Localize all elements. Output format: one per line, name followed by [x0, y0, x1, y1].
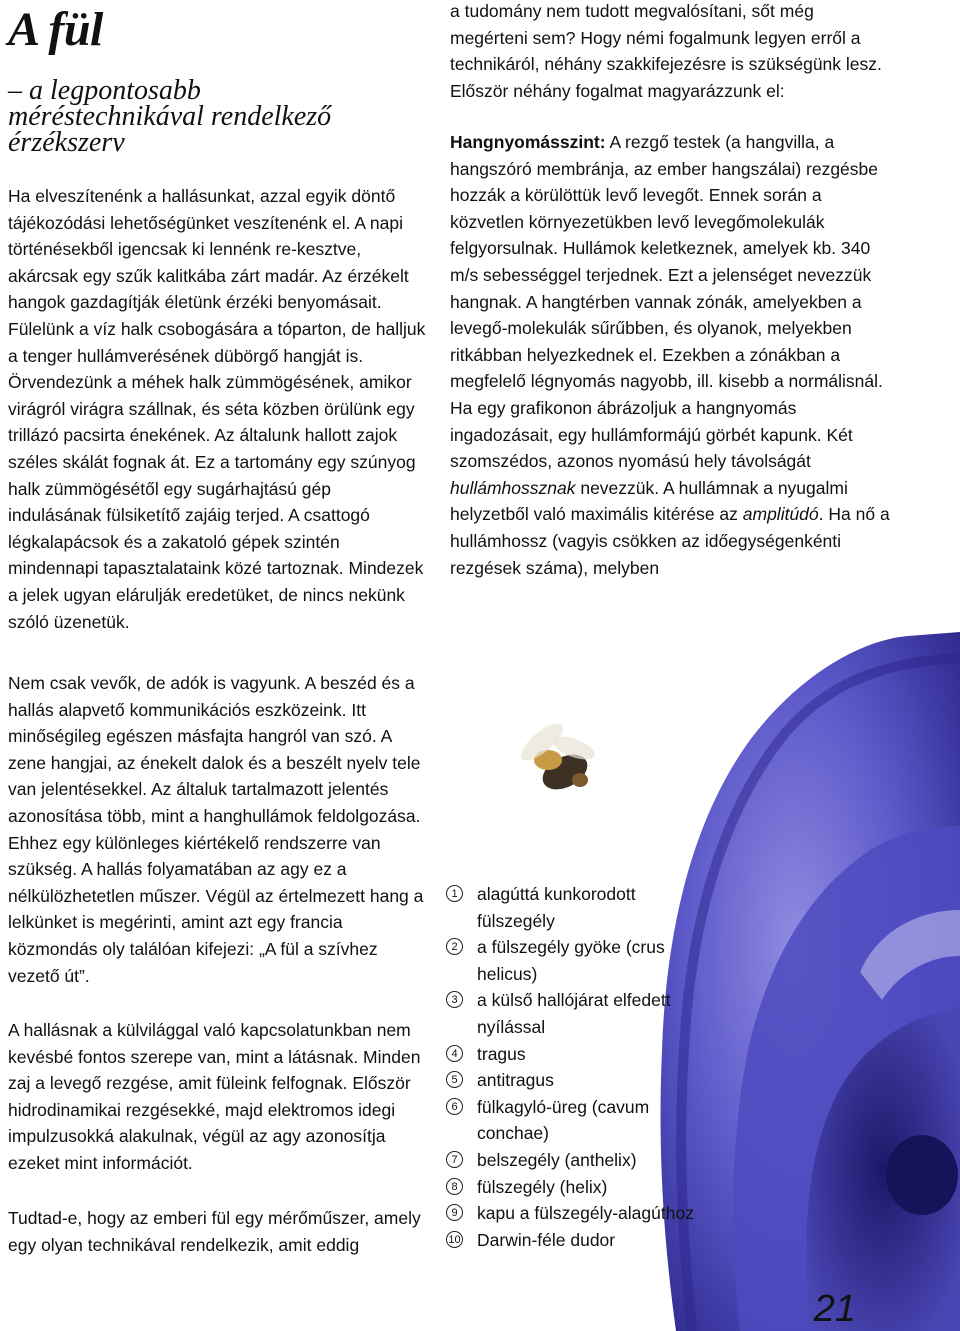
definition-text: nevezzük. A hullámnak a nyugalmi helyzetből való maximális kitérése az [450, 477, 848, 525]
legend-item [446, 1041, 696, 1068]
paragraph-text: a tudomány nem tudott megvalósítani, sőt még megérteni sem? Hogy némi fogalmunk legyen erről a technikáról, néhány szakkifejezésre is szükségünk lesz. Először néhány fogalmat magyarázzunk el: [450, 1, 882, 101]
page-number: 21 [813, 1288, 856, 1330]
legend-item [446, 1147, 696, 1174]
paragraph-text: A hallásnak a külvilággal való kapcsolatunkban nem kevésbé fontos szerepe van, mint a látásnak. Minden zaj a levegő rezgése, amit füleink felfognak. Először hidrodinamikai rezgésekké, majd elektromos idegi impulzusokká alakulnak, végül az agy azonosítja ezeket mint információt. [8, 1020, 421, 1173]
legend-item [446, 1200, 696, 1227]
legend-text: fülkagyló-üreg (cavum conchae) [477, 1096, 650, 1144]
legend-text: kapu a fülszegély-alagúthoz [477, 1203, 694, 1224]
ear-number-markers [650, 634, 676, 856]
definition-text: A rezgő testek (a hangvilla, a hangszóró membránja, az ember hangszálai) rezgésbe hozzák a körülöttük levő levegőt. Ennek során a közvetlen környezetükben levő levegőmolekulák felgyorsulnak. Hullámok keletkeznek, amelyek kb. 340 m/s sebességgel terjednek. Ezt a jelenséget nevezzük hangnak. A hangtérben vannak zónák, amelyekben a levegő-molekulák sűrűbben, és olyanok, melyekben ritkábban helyezkednek el. Ezekben a zónákban a megfelelő légnyomás nagyobb, ill. kisebb a normálisnál. Ha egy grafikonon ábrázoljuk a hangnyomás ingadozásait, egy hullámformájú görbét kapunk. Két szomszédos, azonos nyomású hely távolságát [450, 132, 883, 472]
legend-number-badge: 4 [446, 1045, 463, 1062]
emphasis-wavelength: hullámhossznak [450, 477, 576, 498]
ear-canal [886, 1135, 958, 1215]
hearing-paragraph [8, 1017, 426, 1177]
legend-text: belszegély (anthelix) [477, 1149, 637, 1170]
page-title: A fül [8, 3, 103, 56]
legend-number-badge: 3 [446, 991, 463, 1008]
legend-number-badge: 2 [446, 938, 463, 955]
legend-number-badge: 6 [446, 1098, 463, 1115]
legend-text: antitragus [477, 1070, 554, 1091]
legend-text: a külső hallójárat elfedett nyílással [477, 990, 671, 1037]
legend-text: tragus [477, 1043, 526, 1064]
legend-number-badge: 9 [446, 1204, 463, 1221]
legend-item [446, 881, 696, 934]
legend-number-badge: 5 [446, 1071, 463, 1088]
legend-text: fülszegély (helix) [477, 1176, 608, 1197]
legend-number-badge: 1 [446, 885, 463, 902]
intro-paragraph [8, 183, 426, 635]
legend-number-badge: 10 [446, 1231, 463, 1248]
legend-item [446, 934, 696, 987]
legend-item [446, 1227, 696, 1254]
ear-parts-legend [446, 881, 696, 1253]
emphasis-amplitude: amplitúdó [742, 504, 819, 525]
bee-image [516, 718, 598, 797]
continuation-paragraph [450, 0, 890, 104]
legend-item [446, 1094, 696, 1147]
legend-text: alagúttá kunkorodott fülszegély [477, 884, 636, 931]
definition-paragraph [450, 129, 890, 581]
page-subtitle: – a legpontosabb méréstechnikával rendelkező érzékszerv [8, 75, 332, 158]
paragraph-text: Nem csak vevők, de adók is vagyunk. A beszéd és a hallás alapvető kommunikációs eszközeink. Itt minőségileg egészen másfajta hangról van szó. A zene hangjai, az énekelt dalok és a beszélt nyelv tele van jelentésekkel. Az általuk tartalmazott jelentés azonosítása több, mint a hanghullámok feldolgozása. Ehhez egy különleges kiértékelő rendszerre van szükség. A hallás folyamatában az agy ez a nélkülözhetetlen műszer. Végül az értelmezett hang a lelkünket is megérinti, amint azt egy francia közmondás oly találóan kifejezi: „A fül a szívhez vezető út”. [8, 673, 424, 986]
legend-item [446, 1067, 696, 1094]
legend-item [446, 1174, 696, 1201]
definition-text: . Ha nő a hullámhossz (vagyis csökken az időegységenkénti rezgések száma), melyben [450, 504, 890, 578]
legend-item [446, 987, 696, 1040]
legend-text: a fülszegély gyöke (crus helicus) [477, 937, 665, 984]
question-paragraph [8, 1205, 426, 1258]
communication-paragraph [8, 670, 426, 989]
paragraph-text: Ha elveszítenénk a hallásunkat, azzal egyik döntő tájékozódási lehetőségünket veszítenénk el. A napi történésekből igencsak ki lennénk re-kesztve, akárcsak egy szűk kalitkába zárt madár. Az érzékelt hangok gazdagítják életünk érzéki benyomásait. Fülelünk a víz halk csobogására a tóparton, de halljuk a tenger hullámverésének dübörgő hangját is. Örvendezünk a méhek halk zümmögésének, amikor virágról virágra szállnak, és séta közben örülünk egy trillázó pacsirta énekének. Az általunk hallott zajok széles skálát fognak át. Ez a tartomány egy szúnyog halk zümmögésétől egy sugárhajtású gép indulásának fülsiketítő zajáig terjed. A csattogó légkalapácsok és a zakatoló gépek szintén mindennapi tapasztalataink közé tartoznak. Mindezek a jelek ugyan elárulják eredetüket, de nincs nekünk szóló üzenetük. [8, 186, 426, 632]
paragraph-text: Tudtad-e, hogy az emberi fül egy mérőműszer, amely egy olyan technikával rendelkezik, amit eddig [8, 1208, 421, 1255]
term-label: Hangnyomásszint: [450, 132, 606, 152]
legend-number-badge: 7 [446, 1151, 463, 1168]
legend-number-badge: 8 [446, 1178, 463, 1195]
legend-text: Darwin-féle dudor [477, 1229, 616, 1250]
